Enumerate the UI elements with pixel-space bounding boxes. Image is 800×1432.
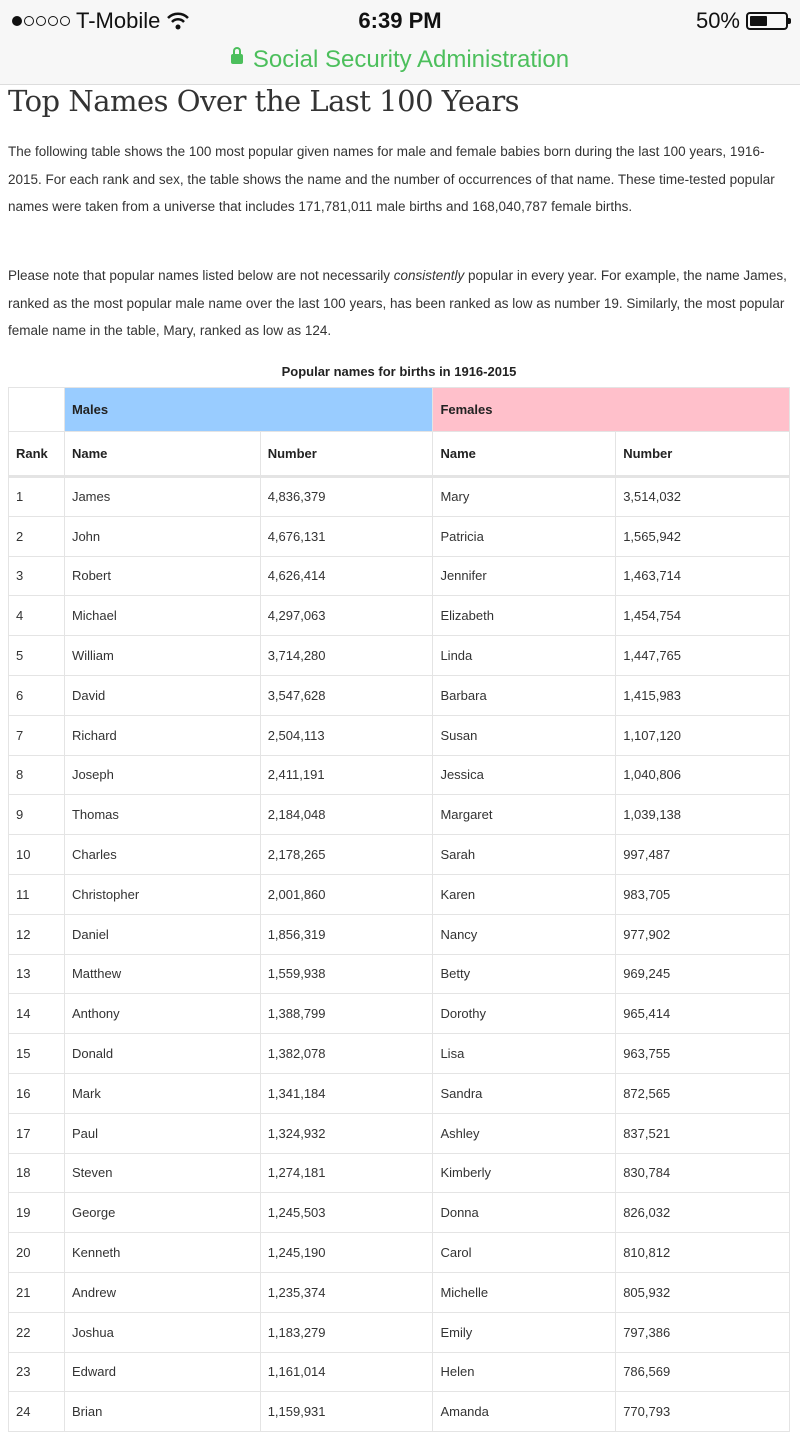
male-name-cell: James bbox=[64, 477, 260, 517]
female-number-cell: 872,565 bbox=[616, 1073, 790, 1113]
table-row bbox=[9, 835, 790, 875]
female-name-cell: Donna bbox=[433, 1193, 616, 1233]
female-number-cell: 1,040,806 bbox=[616, 755, 790, 795]
male-name-cell: Matthew bbox=[64, 954, 260, 994]
female-name-cell: Betty bbox=[433, 954, 616, 994]
male-number-column-header: Number bbox=[260, 432, 433, 477]
rank-cell: 13 bbox=[9, 954, 65, 994]
table-row bbox=[9, 874, 790, 914]
male-name-cell: Joshua bbox=[64, 1312, 260, 1352]
male-number-cell: 4,836,379 bbox=[260, 477, 433, 517]
female-name-cell: Helen bbox=[433, 1352, 616, 1392]
table-row bbox=[9, 516, 790, 556]
male-name-cell: Donald bbox=[64, 1034, 260, 1074]
female-number-cell: 969,245 bbox=[616, 954, 790, 994]
male-name-cell: John bbox=[64, 516, 260, 556]
female-name-cell: Sandra bbox=[433, 1073, 616, 1113]
male-name-cell: George bbox=[64, 1193, 260, 1233]
female-number-cell: 1,415,983 bbox=[616, 675, 790, 715]
popular-names-table bbox=[8, 387, 790, 1432]
male-number-cell: 2,504,113 bbox=[260, 715, 433, 755]
female-name-cell: Lisa bbox=[433, 1034, 616, 1074]
male-number-cell: 1,161,014 bbox=[260, 1352, 433, 1392]
females-header: Females bbox=[433, 388, 790, 432]
male-number-cell: 1,382,078 bbox=[260, 1034, 433, 1074]
rank-cell: 10 bbox=[9, 835, 65, 875]
rank-cell: 4 bbox=[9, 596, 65, 636]
table-row bbox=[9, 795, 790, 835]
rank-cell: 20 bbox=[9, 1233, 65, 1273]
battery-percent: 50% bbox=[695, 8, 740, 33]
female-number-cell: 1,447,765 bbox=[616, 636, 790, 676]
rank-cell: 5 bbox=[9, 636, 65, 676]
female-name-cell: Susan bbox=[433, 715, 616, 755]
table-row bbox=[9, 477, 790, 517]
table-row bbox=[9, 1073, 790, 1113]
blank-header bbox=[9, 388, 65, 432]
male-name-cell: Mark bbox=[64, 1073, 260, 1113]
male-name-cell: Anthony bbox=[64, 994, 260, 1034]
male-name-cell: David bbox=[64, 675, 260, 715]
male-number-cell: 3,547,628 bbox=[260, 675, 433, 715]
female-name-cell: Ashley bbox=[433, 1113, 616, 1153]
female-name-cell: Mary bbox=[433, 477, 616, 517]
male-name-cell: Brian bbox=[64, 1392, 260, 1432]
female-number-cell: 963,755 bbox=[616, 1034, 790, 1074]
male-number-cell: 1,856,319 bbox=[260, 914, 433, 954]
table-caption: Popular names for births in 1916-2015 bbox=[281, 364, 517, 379]
rank-cell: 15 bbox=[9, 1034, 65, 1074]
female-number-cell: 1,107,120 bbox=[616, 715, 790, 755]
male-number-cell: 4,676,131 bbox=[260, 516, 433, 556]
rank-cell: 24 bbox=[9, 1392, 65, 1432]
table-row bbox=[9, 715, 790, 755]
female-name-cell: Barbara bbox=[433, 675, 616, 715]
female-number-cell: 965,414 bbox=[616, 994, 790, 1034]
male-name-column-header: Name bbox=[64, 432, 260, 477]
table-row bbox=[9, 914, 790, 954]
male-name-cell: Michael bbox=[64, 596, 260, 636]
table-row bbox=[9, 1153, 790, 1193]
note-paragraph bbox=[8, 262, 793, 345]
male-name-cell: Steven bbox=[64, 1153, 260, 1193]
rank-cell: 18 bbox=[9, 1153, 65, 1193]
male-name-cell: Daniel bbox=[64, 914, 260, 954]
female-name-cell: Patricia bbox=[433, 516, 616, 556]
table-row bbox=[9, 755, 790, 795]
male-name-cell: Richard bbox=[64, 715, 260, 755]
table-row bbox=[9, 1034, 790, 1074]
rank-cell: 12 bbox=[9, 914, 65, 954]
male-number-cell: 4,297,063 bbox=[260, 596, 433, 636]
male-number-cell: 1,388,799 bbox=[260, 994, 433, 1034]
table-row bbox=[9, 1193, 790, 1233]
table-row bbox=[9, 1113, 790, 1153]
rank-cell: 14 bbox=[9, 994, 65, 1034]
male-name-cell: Christopher bbox=[64, 874, 260, 914]
male-number-cell: 1,235,374 bbox=[260, 1272, 433, 1312]
male-number-cell: 1,159,931 bbox=[260, 1392, 433, 1432]
rank-cell: 22 bbox=[9, 1312, 65, 1352]
status-bar bbox=[0, 0, 800, 44]
rank-cell: 23 bbox=[9, 1352, 65, 1392]
note-emphasis: consistently bbox=[393, 268, 465, 283]
carrier-name: T-Mobile bbox=[76, 8, 161, 33]
female-name-cell: Emily bbox=[433, 1312, 616, 1352]
female-number-cell: 810,812 bbox=[616, 1233, 790, 1273]
female-number-cell: 805,932 bbox=[616, 1272, 790, 1312]
note-text: popular in every year. For example, the name James, ranked as the most popular male name over the last 100 years, has been ranked as low as number 19. Similarly, the most popular female name in the table, Mary, ranked as low as 124. bbox=[8, 268, 787, 338]
female-name-cell: Elizabeth bbox=[433, 596, 616, 636]
male-name-cell: Edward bbox=[64, 1352, 260, 1392]
male-number-cell: 1,341,184 bbox=[260, 1073, 433, 1113]
female-name-cell: Michelle bbox=[433, 1272, 616, 1312]
males-header: Males bbox=[64, 388, 433, 432]
female-number-cell: 1,454,754 bbox=[616, 596, 790, 636]
female-name-cell: Karen bbox=[433, 874, 616, 914]
rank-cell: 17 bbox=[9, 1113, 65, 1153]
table-row bbox=[9, 1233, 790, 1273]
female-number-cell: 1,039,138 bbox=[616, 795, 790, 835]
site-name: Social Security Administration bbox=[252, 46, 570, 73]
female-number-cell: 770,793 bbox=[616, 1392, 790, 1432]
male-number-cell: 1,274,181 bbox=[260, 1153, 433, 1193]
male-number-cell: 2,184,048 bbox=[260, 795, 433, 835]
male-name-cell: Robert bbox=[64, 556, 260, 596]
rank-cell: 16 bbox=[9, 1073, 65, 1113]
table-row bbox=[9, 1312, 790, 1352]
rank-cell: 19 bbox=[9, 1193, 65, 1233]
table-row bbox=[9, 1272, 790, 1312]
female-name-cell: Jessica bbox=[433, 755, 616, 795]
male-number-cell: 2,178,265 bbox=[260, 835, 433, 875]
male-number-cell: 1,245,503 bbox=[260, 1193, 433, 1233]
rank-cell: 21 bbox=[9, 1272, 65, 1312]
female-name-column-header: Name bbox=[433, 432, 616, 477]
female-number-cell: 837,521 bbox=[616, 1113, 790, 1153]
rank-cell: 11 bbox=[9, 874, 65, 914]
male-number-cell: 1,324,932 bbox=[260, 1113, 433, 1153]
table-row bbox=[9, 596, 790, 636]
intro-paragraph: The following table shows the 100 most popular given names for male and female babies born during the last 100 years, 1916-2015. For each rank and sex, the table shows the name and the number of occurrences of that name. These time-tested popular names were taken from a universe that includes 171,781,011 male births and 168,040,787 female births. bbox=[8, 144, 775, 214]
female-name-cell: Kimberly bbox=[433, 1153, 616, 1193]
rank-cell: 9 bbox=[9, 795, 65, 835]
male-name-cell: William bbox=[64, 636, 260, 676]
male-number-cell: 1,559,938 bbox=[260, 954, 433, 994]
female-number-cell: 997,487 bbox=[616, 835, 790, 875]
male-number-cell: 2,001,860 bbox=[260, 874, 433, 914]
rank-cell: 8 bbox=[9, 755, 65, 795]
male-name-cell: Andrew bbox=[64, 1272, 260, 1312]
female-name-cell: Nancy bbox=[433, 914, 616, 954]
lock-icon bbox=[231, 54, 243, 64]
male-name-cell: Paul bbox=[64, 1113, 260, 1153]
male-name-cell: Joseph bbox=[64, 755, 260, 795]
female-number-cell: 983,705 bbox=[616, 874, 790, 914]
battery-status bbox=[696, 8, 788, 34]
page-title: Top Names Over the Last 100 Years bbox=[8, 84, 520, 118]
female-number-cell: 826,032 bbox=[616, 1193, 790, 1233]
female-name-cell: Linda bbox=[433, 636, 616, 676]
rank-cell: 6 bbox=[9, 675, 65, 715]
female-name-cell: Jennifer bbox=[433, 556, 616, 596]
female-name-cell: Dorothy bbox=[433, 994, 616, 1034]
table-row bbox=[9, 954, 790, 994]
female-number-cell: 797,386 bbox=[616, 1312, 790, 1352]
table-row bbox=[9, 1352, 790, 1392]
female-name-cell: Margaret bbox=[433, 795, 616, 835]
male-number-cell: 1,183,279 bbox=[260, 1312, 433, 1352]
note-text: Please note that popular names listed below are not necessarily bbox=[8, 268, 394, 283]
male-name-cell: Charles bbox=[64, 835, 260, 875]
female-number-column-header: Number bbox=[616, 432, 790, 477]
address-bar[interactable] bbox=[0, 40, 800, 85]
table-row bbox=[9, 636, 790, 676]
table-row bbox=[9, 675, 790, 715]
male-number-cell: 1,245,190 bbox=[260, 1233, 433, 1273]
female-name-cell: Carol bbox=[433, 1233, 616, 1273]
male-number-cell: 3,714,280 bbox=[260, 636, 433, 676]
male-number-cell: 4,626,414 bbox=[260, 556, 433, 596]
table-row bbox=[9, 994, 790, 1034]
rank-cell: 1 bbox=[9, 477, 65, 517]
female-number-cell: 977,902 bbox=[616, 914, 790, 954]
male-number-cell: 2,411,191 bbox=[260, 755, 433, 795]
female-number-cell: 786,569 bbox=[616, 1352, 790, 1392]
rank-cell: 7 bbox=[9, 715, 65, 755]
male-name-cell: Thomas bbox=[64, 795, 260, 835]
female-number-cell: 830,784 bbox=[616, 1153, 790, 1193]
female-name-cell: Sarah bbox=[433, 835, 616, 875]
male-name-cell: Kenneth bbox=[64, 1233, 260, 1273]
battery-icon bbox=[746, 12, 788, 30]
rank-cell: 2 bbox=[9, 516, 65, 556]
female-number-cell: 3,514,032 bbox=[616, 477, 790, 517]
female-name-cell: Amanda bbox=[433, 1392, 616, 1432]
rank-column-header: Rank bbox=[9, 432, 65, 477]
table-row bbox=[9, 556, 790, 596]
female-number-cell: 1,565,942 bbox=[616, 516, 790, 556]
table-row bbox=[9, 1392, 790, 1432]
clock: 6:39 PM bbox=[358, 8, 442, 33]
female-number-cell: 1,463,714 bbox=[616, 556, 790, 596]
rank-cell: 3 bbox=[9, 556, 65, 596]
